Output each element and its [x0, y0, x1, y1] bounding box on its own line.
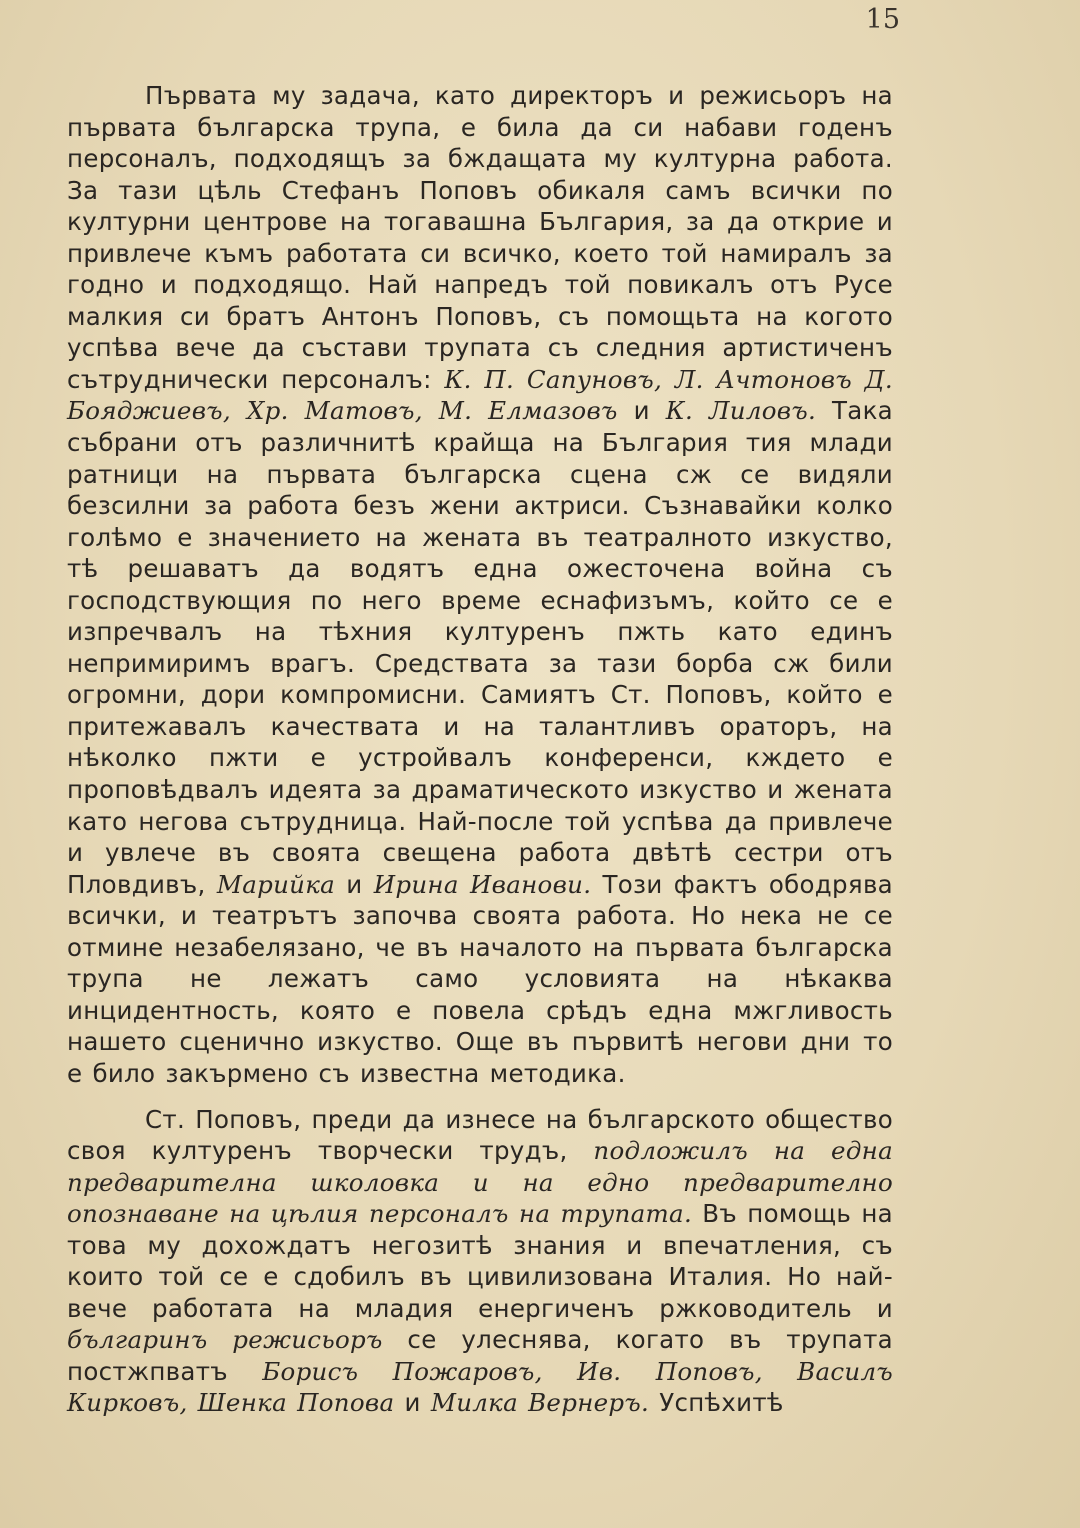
italic-run: К. П. Сапуновъ, Л. Ачтоновъ Д. Бояджиевъ, Хр. Матовъ, М. Елмазовъ — [67, 364, 893, 426]
text-run: Ст. Поповъ, преди да изнесе на българското общество своя културенъ творчески трудъ, — [67, 1104, 893, 1166]
page-number: 15 — [865, 4, 900, 35]
text-run: и — [394, 1388, 431, 1418]
body-text — [67, 80, 893, 1433]
italic-run: българинъ режисьоръ — [67, 1325, 383, 1355]
paragraph-1 — [67, 80, 893, 1090]
italic-run: Борисъ Пожаровъ, Ив. Поповъ, Василъ Кирковъ, Шенка Попова — [67, 1356, 893, 1418]
italic-run: Марийка — [216, 869, 336, 899]
text-run: Въ помощь на това му дохождатъ негозитѣ знания и впечатления, съ които той се е сдобилъ въ цивилизована Италия. Но най-вече работата на младия енергиченъ ржководитель и — [67, 1199, 893, 1323]
italic-run: К. Лиловъ. — [665, 396, 817, 426]
text-run: Първата му задача, като директоръ и режисьоръ на първата българска трупа, е била да си набави годенъ персоналъ, подходящъ за бждащата му културна работа. За тази цѣль Стефанъ Поповъ обикаля самъ всички по културни центрове на тогавашна България, за да открие и привлече къмъ работата си всичко, което той намиралъ за годно и подходящо. Най напредъ той повикалъ отъ Русе малкия си братъ Антонъ Поповъ, съ помощьта на когото успѣва вече да състави трупата съ следния артистиченъ сътруднически персоналъ: — [67, 81, 893, 394]
italic-run: подложилъ на една предварителна школовка и на едно предварително опознаване на цѣлия персоналъ на трупата. — [67, 1136, 894, 1229]
italic-run: Милка Вернеръ. — [430, 1388, 650, 1418]
text-run: и — [335, 869, 374, 899]
text-run: и — [617, 396, 666, 426]
text-run: се улеснява, когато въ трупата постжпватъ — [67, 1325, 893, 1386]
text-run: Този фактъ ободрява всички, и театрътъ започва своята работа. Но нека не се отмине незабелязано, че въ началото на първата българска трупа не лежатъ само условията на нѣкаква инцидентность, която е повела срѣдъ една мжгливость нашето сценично изкуство. Още въ първитѣ негови дни то е било закърмено съ известна методика. — [67, 869, 893, 1088]
paragraph-2 — [67, 1104, 893, 1419]
italic-run: Ирина Иванови. — [373, 869, 592, 899]
text-run: Успѣхитѣ — [649, 1388, 784, 1418]
text-run: Така събрани отъ различнитѣ крайща на България тия млади ратници на първата българска сцена сж се видяли безсилни за работа безъ жени актриси. Съзнавайки колко голѣмо е значението на жената въ театралното изкуство, тѣ решаватъ да водятъ една ожесточена война съ господствующия по него време еснафизъмъ, който се е изпречвалъ на тѣхния културенъ пжть като единъ непримиримъ врагъ. Средствата за тази борба сж били огромни, дори компромисни. Самиятъ Ст. Поповъ, който е притежавалъ качествата и на талантливъ ораторъ, на нѣколко пжти е устройвалъ конференси, кждето е проповѣдвалъ идеята за драматическото изкуство и жената като негова сътрудница. Най-после той успѣва да привлече и увлече въ своята свещена работа двѣтѣ сестри отъ Пловдивъ, — [67, 396, 893, 899]
